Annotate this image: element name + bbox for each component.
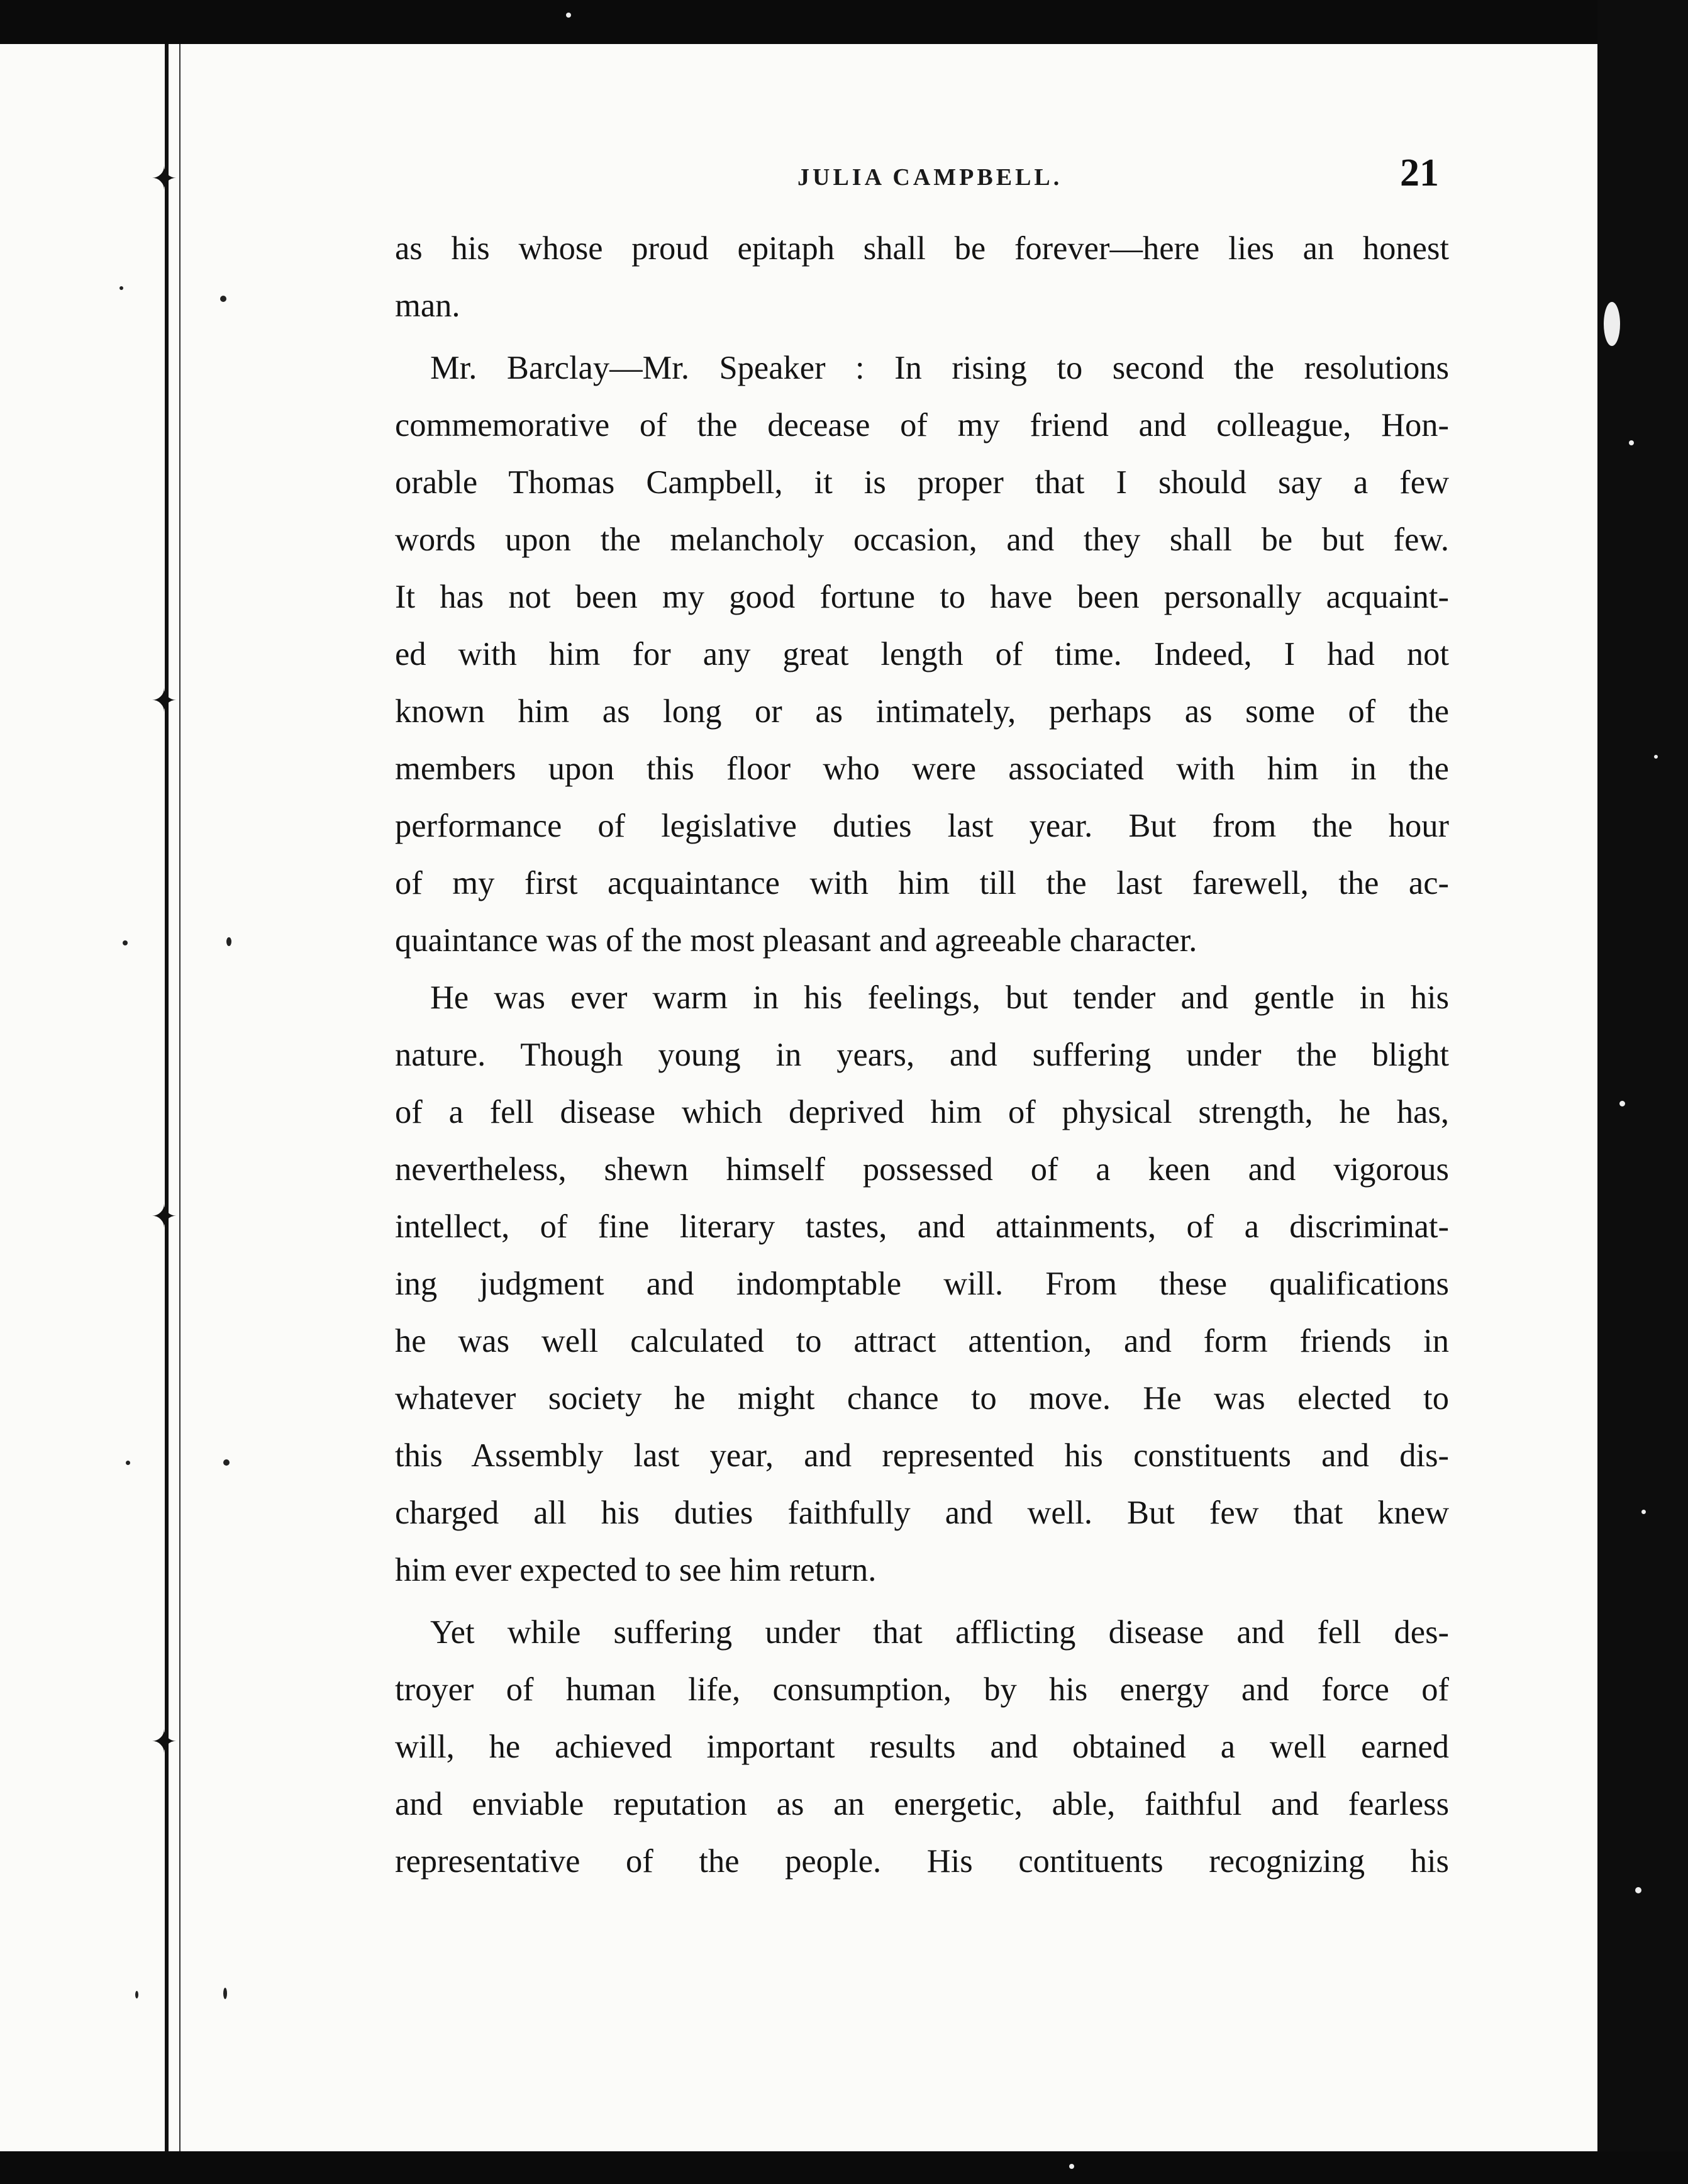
text-line: this Assembly last year, and represented his constituents and dis- (395, 1437, 1449, 1474)
binding-clip-icon: ✦ (151, 160, 177, 197)
scan-speck (1629, 440, 1634, 445)
text-line: members upon this floor who were associated with him in the (395, 750, 1449, 787)
binding-edge (165, 44, 169, 2151)
text-line: commemorative of the decease of my friend and colleague, Hon- (395, 407, 1449, 443)
scan-speck (1641, 1510, 1646, 1514)
binding-edge-shadow (179, 44, 180, 2151)
text-line: and enviable reputation as an energetic, able, faithful and fearless (395, 1786, 1449, 1822)
text-line: He was ever warm in his feelings, but tender and gentle in his (430, 979, 1449, 1016)
text-line: performance of legislative duties last year. But from the hour (395, 808, 1449, 844)
scan-border-bottom (0, 2151, 1688, 2184)
paragraph (395, 340, 1449, 969)
scan-speck (1069, 2164, 1074, 2169)
paragraph (395, 969, 1449, 1599)
scan-border-top (0, 0, 1688, 44)
margin-speck (123, 940, 128, 945)
scan-speck (1604, 302, 1620, 346)
binding-clip-icon: ✦ (151, 1198, 177, 1235)
text-line: Mr. Barclay—Mr. Speaker : In rising to second the resolutions (430, 350, 1449, 386)
margin-speck (119, 286, 123, 290)
margin-speck (220, 296, 226, 302)
scan-speck (1654, 755, 1658, 759)
text-line: known him as long or as intimately, perhaps as some of the (395, 693, 1449, 730)
text-line: nevertheless, shewn himself possessed of a keen and vigorous (395, 1151, 1449, 1188)
text-line: man. (395, 287, 460, 324)
text-line: orable Thomas Campbell, it is proper that I should say a few (395, 464, 1449, 501)
text-line: representative of the people. His contituents recognizing his (395, 1843, 1449, 1880)
text-line: Yet while suffering under that afflicting disease and fell des- (430, 1614, 1449, 1651)
text-line: charged all his duties faithfully and well. But few that knew (395, 1495, 1449, 1531)
margin-speck (226, 937, 231, 946)
text-line: troyer of human life, consumption, by his energy and force of (395, 1671, 1449, 1708)
binding-clip-icon: ✦ (151, 1724, 177, 1760)
margin-speck (135, 1991, 138, 1998)
text-line: whatever society he might chance to move. He was elected to (395, 1380, 1449, 1417)
text-line: will, he achieved important results and obtained a well earned (395, 1729, 1449, 1765)
margin-speck (223, 1988, 227, 1999)
body-text (395, 220, 1449, 1890)
text-line: ing judgment and indomptable will. From these qualifications (395, 1266, 1449, 1302)
margin-speck (126, 1461, 130, 1465)
paragraph (395, 220, 1449, 335)
text-line: him ever expected to see him return. (395, 1552, 877, 1588)
binding-clip-icon: ✦ (151, 682, 177, 719)
text-line: of my first acquaintance with him till the last farewell, the ac- (395, 865, 1449, 901)
margin-speck (223, 1459, 230, 1466)
text-line: ed with him for any great length of time. Indeed, I had not (395, 636, 1449, 672)
scan-speck (566, 13, 571, 18)
paragraph (395, 1604, 1449, 1890)
scan-speck (1619, 1101, 1625, 1106)
page-number: 21 (1400, 152, 1439, 194)
text-line: he was well calculated to attract attention, and form friends in (395, 1323, 1449, 1359)
text-line: as his whose proud epitaph shall be forever—here lies an honest (395, 230, 1449, 267)
text-line: intellect, of fine literary tastes, and attainments, of a discriminat- (395, 1208, 1449, 1245)
text-line: It has not been my good fortune to have been personally acquaint- (395, 579, 1449, 615)
running-title: JULIA CAMPBELL. (797, 164, 1063, 191)
text-line: words upon the melancholy occasion, and they shall be but few. (395, 521, 1449, 558)
text-line: quaintance was of the most pleasant and agreeable character. (395, 922, 1197, 959)
text-line: nature. Though young in years, and suffering under the blight (395, 1037, 1449, 1073)
scan-speck (1635, 1887, 1641, 1893)
text-line: of a fell disease which deprived him of physical strength, he has, (395, 1094, 1449, 1130)
